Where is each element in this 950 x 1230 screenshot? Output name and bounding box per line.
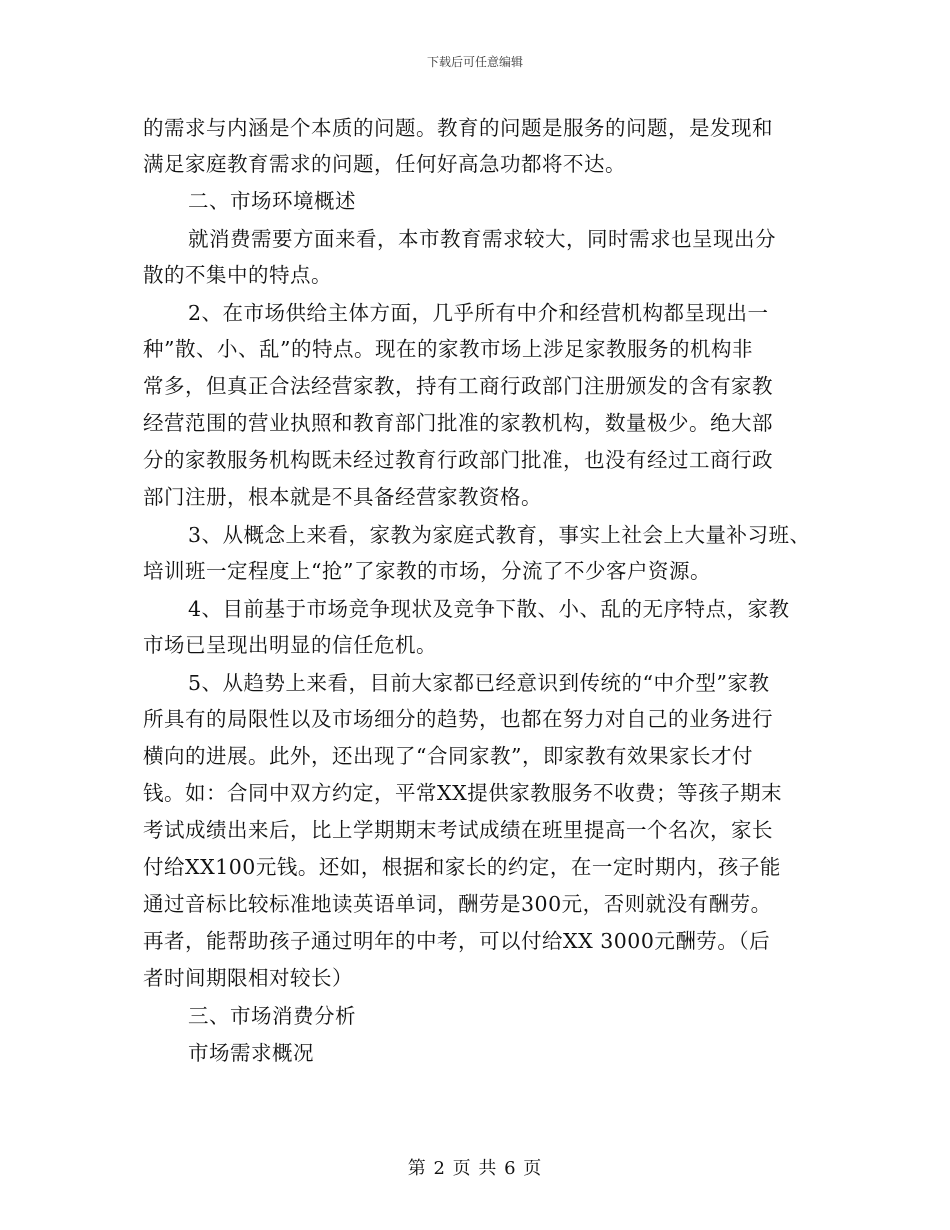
text-line: 2、在市场供给主体方面，几乎所有中介和经营机构都呈现出一 bbox=[188, 301, 769, 325]
text-line: 部门注册，根本就是不具备经营家教资格。 bbox=[143, 485, 542, 509]
text-line: 付给XX100元钱。还如，根据和家长的约定，在一定时期内，孩子能 bbox=[143, 855, 781, 879]
text-line: 考试成绩出来后，比上学期期末考试成绩在班里提高一个名次，家长 bbox=[143, 818, 773, 842]
text-line: 通过音标比较标准地读英语单词，酬劳是300元，否则就没有酬劳。 bbox=[143, 892, 772, 916]
text-line: 所具有的局限性以及市场细分的趋势，也都在努力对自己的业务进行 bbox=[143, 707, 773, 731]
text-line: 常多，但真正合法经营家教，持有工商行政部门注册颁发的含有家教 bbox=[143, 374, 773, 398]
text-line: 市场已呈现出明显的信任危机。 bbox=[143, 633, 437, 657]
text-line: 的需求与内涵是个本质的问题。教育的问题是服务的问题，是发现和 bbox=[143, 116, 773, 140]
text-line: 横向的进展。此外，还出现了“合同家教”，即家教有效果家长才付 bbox=[143, 744, 753, 768]
text-line: 钱。如：合同中双方约定，平常XX提供家教服务不收费；等孩子期末 bbox=[143, 781, 783, 805]
text-line: 就消费需要方面来看，本市教育需求较大，同时需求也呈现出分 bbox=[188, 227, 776, 251]
text-line: 分的家教服务机构既未经过教育行政部门批准，也没有经过工商行政 bbox=[143, 448, 773, 472]
text-line: 散的不集中的特点。 bbox=[143, 263, 332, 287]
text-line: 种”散、小、乱”的特点。现在的家教市场上涉足家教服务的机构非 bbox=[143, 337, 753, 361]
text-line: 再者，能帮助孩子通过明年的中考，可以付给XX 3000元酬劳。（后 bbox=[143, 929, 771, 953]
page-header-note: 下载后可任意编辑 bbox=[426, 55, 523, 69]
section-heading: 二、市场环境概述 bbox=[188, 189, 356, 213]
section-heading: 三、市场消费分析 bbox=[188, 1004, 356, 1028]
text-line: 者时间期限相对较长） bbox=[143, 966, 353, 990]
text-line: 培训班一定程度上“抢”了家教的市场，分流了不少客户资源。 bbox=[143, 559, 711, 583]
text-line: 经营范围的营业执照和教育部门批准的家教机构，数量极少。绝大部 bbox=[143, 411, 773, 435]
text-line: 4、目前基于市场竞争现状及竞争下散、小、乱的无序特点，家教 bbox=[188, 597, 790, 621]
text-line: 5、从趋势上来看，目前大家都已经意识到传统的“中介型”家教 bbox=[188, 671, 770, 695]
text-line: 3、从概念上来看，家教为家庭式教育，事实上社会上大量补习班、 bbox=[188, 523, 811, 547]
subsection-heading: 市场需求概况 bbox=[188, 1041, 314, 1065]
text-line: 满足家庭教育需求的问题，任何好高急功都将不达。 bbox=[143, 152, 626, 176]
page-number: 第 2 页 共 6 页 bbox=[407, 1158, 543, 1179]
